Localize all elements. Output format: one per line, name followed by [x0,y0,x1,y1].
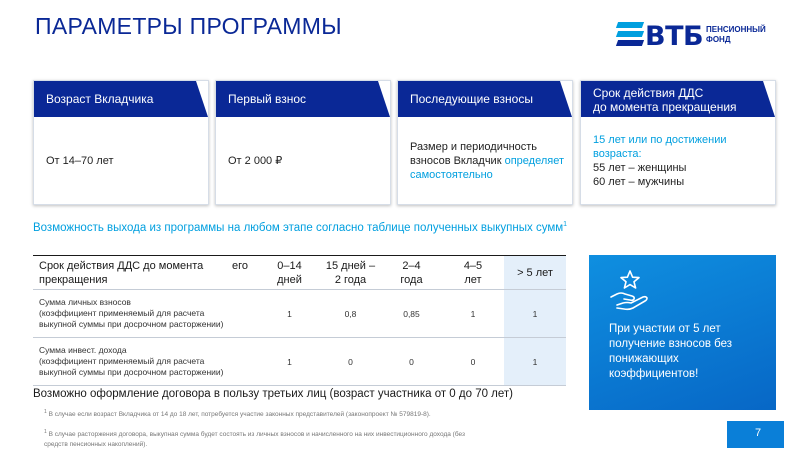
card-body: 15 лет или по достижении возраста: 55 лет – женщины 60 лет – мужчины [593,118,767,204]
footnote: $^1$ В случае если возраст Вкладчика от 14 до 18 лет, потребуется участие законных представителей (законопроект № 579819-8). [44,409,431,419]
third-party-note: Возможно оформление договора в пользу третьих лиц (возраст участника от 0 до 70 лет) [33,388,513,400]
table-row [33,290,566,338]
table-cell: 1 [504,338,566,386]
card-age [33,80,209,205]
card-body: От 14–70 лет [46,155,114,167]
card-next-payments [397,80,573,205]
table-header-row [33,256,566,290]
row-label: Сумма личных взносов (коэффициент применяемый для расчета выкупной суммы при досрочном расторжении) [33,290,259,338]
page-number: 7 [727,421,784,448]
table-cell: 0,85 [381,290,442,338]
table-row [33,338,566,386]
card-body: Размер и периодичность взносов Вкладчик определяет самостоятельно [410,141,564,181]
logo-brand: ВТБ [645,21,704,52]
card-body-accent: определяет самостоятельно [410,155,564,181]
table-header-label: Срок действия ДДС до момента его прекращения [33,256,259,290]
info-box-text: При участии от 5 лет получение взносов без понижающих коэффициентов! [609,323,733,380]
card-header: Возраст Вкладчика [34,81,208,117]
row-label: Сумма инвест. дохода (коэффициент применяемый для расчета выкупной суммы при досрочном расторжении) [33,338,259,386]
table-column-header: 15 дней – 2 года [320,256,381,290]
hand-star-icon [607,267,651,311]
table-column-header: > 5 лет [504,256,566,290]
card-body-accent: 15 лет или по достижении возраста: [593,134,727,160]
table-cell: 0,8 [320,290,381,338]
section-subtitle: Возможность выхода из программы на любом этапе согласно таблице полученных выкупных сумм$^1$ [33,221,568,234]
logo-subtitle: ПЕНСИОННЫЙ ФОНД [706,25,766,44]
footnote: $^1$ В случае расторжения договора, выкупная сумма будет состоять из личных взносов и начисленного на них инвестиционного дохода (без средств пенсионных накоплений). [44,429,465,449]
table-cell: 1 [504,290,566,338]
page-title: ПАРАМЕТРЫ ПРОГРАММЫ [35,13,342,39]
card-header: Последующие взносы [398,81,572,117]
table-column-header: 0–14 дней [259,256,320,290]
card-first-payment [215,80,391,205]
vtb-logo [617,19,777,55]
card-header: Срок действия ДДС до момента прекращения [581,81,775,117]
card-term [580,80,776,205]
table-cell: 1 [259,290,320,338]
info-box [589,255,776,410]
table-cell: 0 [442,338,504,386]
buyout-table [33,255,566,386]
card-header: Первый взнос [216,81,390,117]
table-cell: 0 [381,338,442,386]
table-column-header: 4–5 лет [442,256,504,290]
table-cell: 1 [259,338,320,386]
logo-stripes-icon [617,22,643,46]
table-column-header: 2–4 года [381,256,442,290]
table-cell: 1 [442,290,504,338]
card-body: От 2 000 ₽ [228,155,283,167]
table-cell: 0 [320,338,381,386]
